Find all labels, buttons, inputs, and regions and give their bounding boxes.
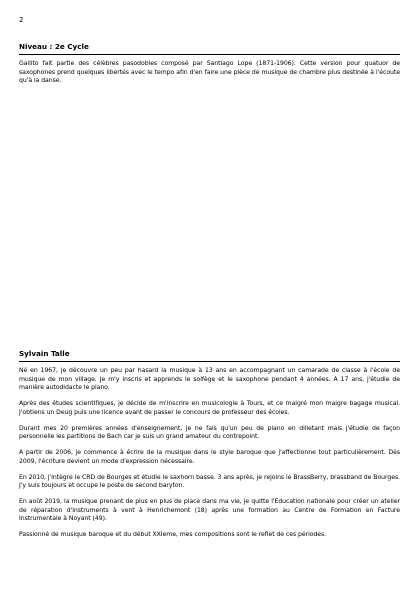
bio-paragraph: En 2010, j'intègre le CRD de Bourges et étudie le saxhorn basse. 3 ans après, je rejoins le BrassBerry, brassband de Bourges. J'y suis toujours et occupe le poste de second baryton. [19, 473, 400, 489]
bio-paragraph: En août 2019, la musique prenant de plus en plus de place dans ma vie, je quitte l'Education nationale pour créer un atelier de réparation d'instruments à vent à Henrichemont (18) après une formation au Centre de Formation en Facture Instrumentale à Noyant (49). [19, 498, 400, 522]
bio-paragraph: Après des études scientifiques, je décide de m'inscrire en musicologie à Tours, et ce malgré mon maigre bagage musical. J'obtiens un Deug puis une licence avant de passer le concours de professeur des écoles. [19, 400, 400, 416]
bio-section [19, 349, 400, 547]
level-paragraph: Gallito fait partie des célèbres pasodobles composé par Santiago Lope (1871-1906). Cette version pour quatuor de saxophones prend quelques libertés avec le tempo afin d'en faire une pièce de musique de chambre plus destinée à l'écoute qu'à la danse. [19, 60, 400, 84]
bio-paragraph: Durant mes 20 premières années d'enseignement, je ne fais qu'un peu de piano en dilletant mais j'étudie de façon personnelle les partitions de Bach car je suis un grand amateur du contrepoint. [19, 424, 400, 440]
level-section [19, 42, 400, 93]
bio-paragraph: A partir de 2006, je commence à écrire de la musique dans le style baroque que j'affectionne tout particulièrement. Dès 2009, l'écriture devient un mode d'expression nécessaire. [19, 449, 400, 465]
bio-paragraph: Passionné de musique baroque et du début XXIeme, mes compositions sont le reflet de ces périodes. [19, 531, 327, 538]
bio-paragraph: Né en 1967, je découvre un peu par hasard la musique à 13 ans en accompagnant un camarade de classe à l'école de musique de mon village. Je m'y inscris et apprends le solfège et le saxophone pendant 4 années. A 17 ans, j'étudie de manière autodidacte le piano. [19, 367, 400, 391]
bio-heading: Sylvain Talle [19, 349, 400, 362]
level-heading: Niveau : 2e Cycle [19, 42, 400, 55]
page-number: 2 [19, 16, 24, 24]
